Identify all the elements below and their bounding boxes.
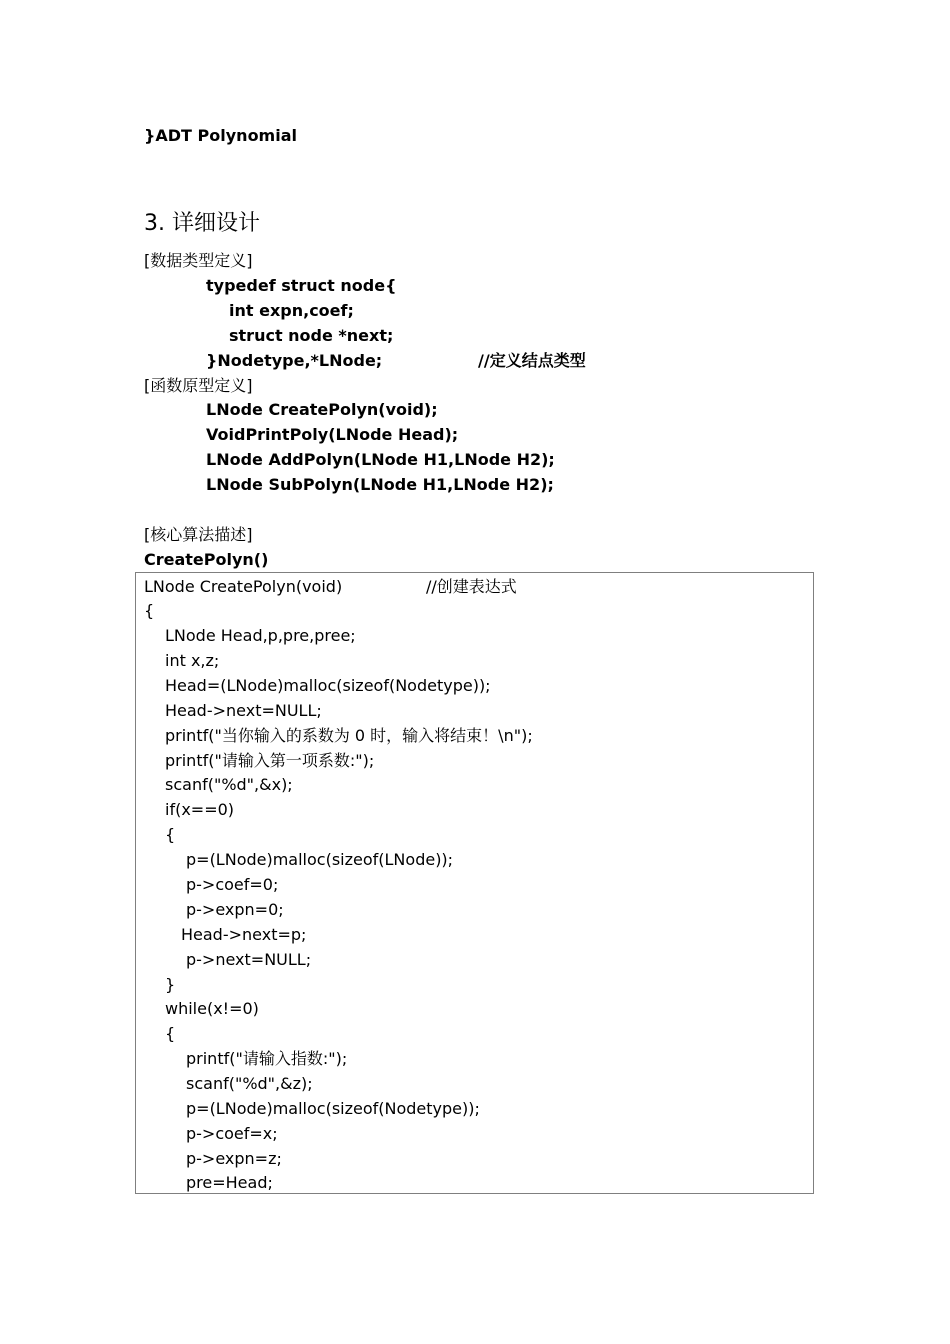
- code-line: p->coef=0;: [186, 875, 279, 894]
- section-heading: 3. 详细设计: [144, 211, 260, 236]
- code-line: printf("当你输入的系数为 0 时，输入将结束！\n");: [165, 726, 533, 745]
- type-def-line: int expn,coef;: [229, 301, 354, 320]
- code-line: while(x!=0): [165, 999, 259, 1018]
- func-proto-line: LNode SubPolyn(LNode H1,LNode H2);: [206, 475, 554, 494]
- code-line: p->expn=z;: [186, 1149, 282, 1168]
- code-line: printf("请输入第一项系数:");: [165, 751, 375, 770]
- func-proto-line: LNode AddPolyn(LNode H1,LNode H2);: [206, 450, 555, 469]
- code-line: Head=(LNode)malloc(sizeof(Nodetype));: [165, 676, 491, 695]
- code-line: Head->next=NULL;: [165, 701, 322, 720]
- code-line: {: [165, 1024, 176, 1043]
- code-line: p->coef=x;: [186, 1124, 278, 1143]
- code-line: pre=Head;: [186, 1173, 273, 1192]
- code-line: scanf("%d",&z);: [186, 1074, 313, 1093]
- code-line: int x,z;: [165, 651, 220, 670]
- func-proto-line: VoidPrintPoly(LNode Head);: [206, 425, 459, 444]
- code-line: p=(LNode)malloc(sizeof(LNode));: [186, 850, 454, 869]
- code-line: scanf("%d",&x);: [165, 775, 293, 794]
- type-def-comment: //定义结点类型: [478, 351, 586, 370]
- adt-end-line: }ADT Polynomial: [144, 126, 297, 145]
- code-line: LNode Head,p,pre,pree;: [165, 626, 356, 645]
- type-def-label: [数据类型定义]: [144, 251, 253, 270]
- code-block: [135, 572, 814, 1194]
- type-def-line: typedef struct node{: [206, 276, 397, 295]
- code-line: p->next=NULL;: [186, 950, 312, 969]
- core-algo-label: [核心算法描述]: [144, 525, 253, 544]
- code-line: Head->next=p;: [181, 925, 307, 944]
- code-line: p->expn=0;: [186, 900, 284, 919]
- code-line: printf("请输入指数:");: [186, 1049, 348, 1068]
- func-proto-label: [函数原型定义]: [144, 376, 253, 395]
- code-line: {: [144, 601, 155, 620]
- code-header-comment: //创建表达式: [426, 577, 517, 596]
- code-line: {: [165, 825, 176, 844]
- func-proto-line: LNode CreatePolyn(void);: [206, 400, 438, 419]
- code-header: LNode CreatePolyn(void): [144, 577, 343, 596]
- type-def-line: }Nodetype,*LNode;: [206, 351, 383, 370]
- code-line: if(x==0): [165, 800, 235, 819]
- type-def-line: struct node *next;: [229, 326, 394, 345]
- core-algo-func-name: CreatePolyn(): [144, 550, 269, 569]
- code-line: }: [165, 975, 176, 994]
- code-line: p=(LNode)malloc(sizeof(Nodetype));: [186, 1099, 480, 1118]
